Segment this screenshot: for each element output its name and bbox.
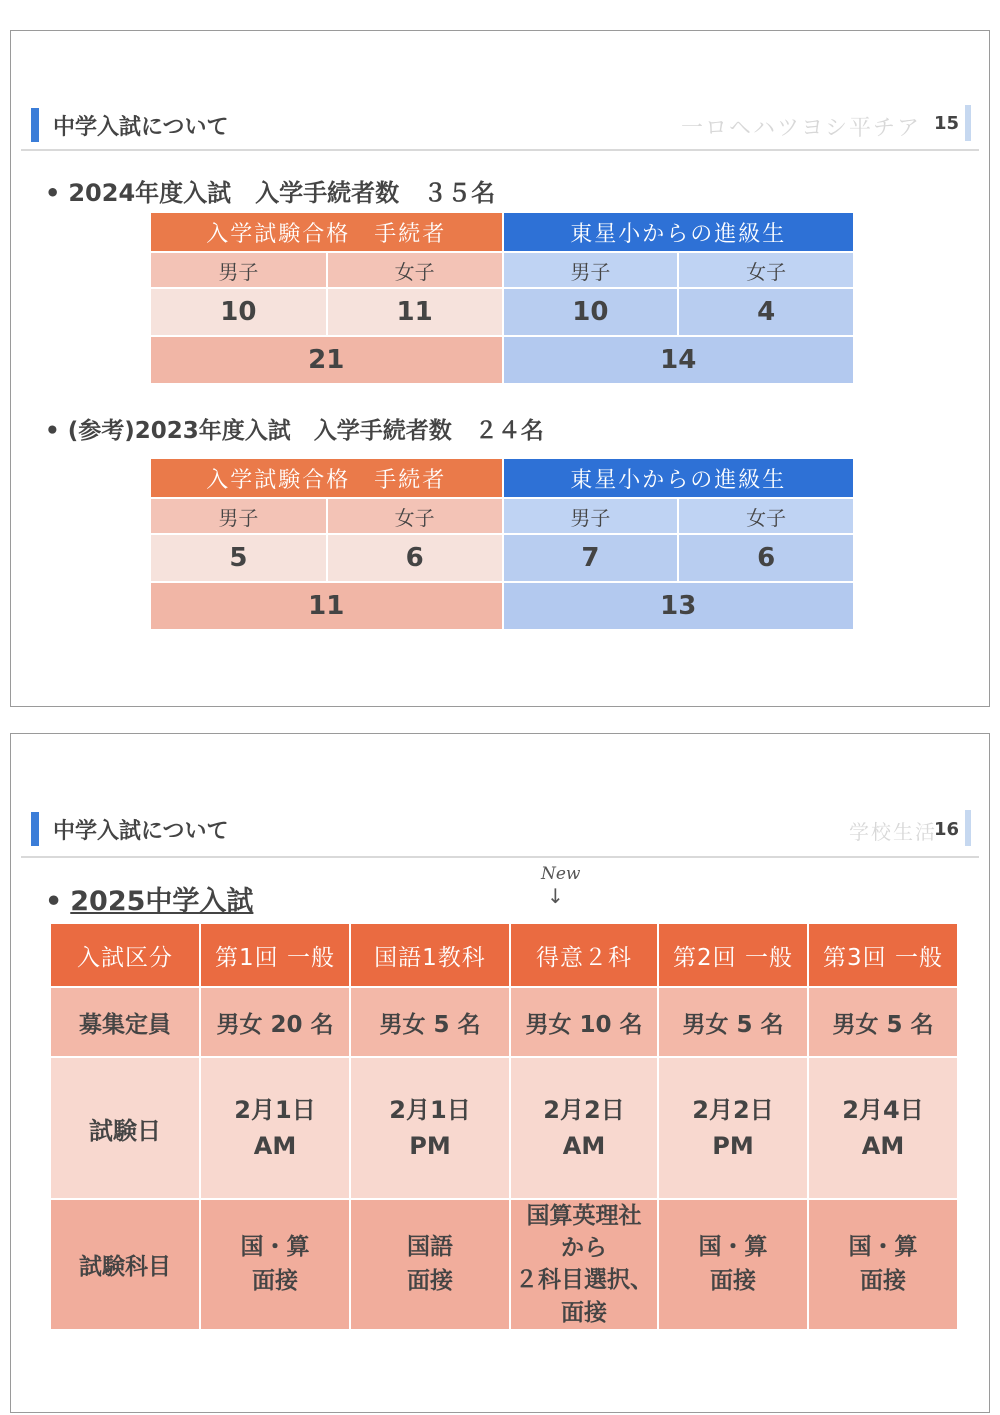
value-cell: 7 [503,534,679,582]
page-number-bar [965,810,971,846]
title-accent-bar [31,108,39,142]
value-cell: 6 [327,534,503,582]
title-divider [21,149,979,151]
row-label-subjects: 試験科目 [50,1199,200,1330]
row-label-capacity: 募集定員 [50,987,200,1057]
total-promotion: 13 [503,582,855,630]
header-exam-pass: 入学試験合格 手続者 [151,459,503,498]
slide-title: 中学入試について [53,114,229,140]
subjects-cell: 国・算 面接 [808,1199,958,1330]
exam-subjects-row [50,1199,958,1330]
title-accent-bar [31,812,39,846]
ghost-bleed-text: 一ロヘハツヨシ平チア [681,116,922,141]
header-promotion: 東星小からの進級生 [503,459,855,498]
value-cell: 4 [678,288,854,336]
value-cell: 10 [503,288,679,336]
sub-header-girls: 女子 [327,252,503,288]
sub-header-boys: 男子 [503,252,679,288]
exam-date-cell: 2月4日 AM [808,1057,958,1199]
value-cell: 6 [678,534,854,582]
total-exam-pass: 21 [151,336,503,384]
page-number: 16 [933,819,959,840]
header-promotion: 東星小からの進級生 [503,213,855,252]
page-number: 15 [933,113,959,134]
exam-date-cell: 2月2日 AM [510,1057,658,1199]
bullet-2023: • (参考)2023年度入試 入学手続者数 ２４名 [45,418,544,444]
header-japanese-only: 国語1教科 [350,923,510,987]
header-round1-general: 第1回 一般 [200,923,350,987]
exam-date-cell: 2月1日 PM [350,1057,510,1199]
capacity-cell: 男女 20 名 [200,987,350,1057]
handwritten-new-note: New [541,864,581,884]
title-divider [21,856,979,858]
sub-header-girls: 女子 [327,498,503,534]
header-two-subjects: 得意２科 [510,923,658,987]
capacity-row [50,987,958,1057]
exam-date-row [50,1057,958,1199]
value-cell: 11 [327,288,503,336]
slide-title: 中学入試について [53,818,229,844]
header-round3-general: 第3回 一般 [808,923,958,987]
row-label-exam-date: 試験日 [50,1057,200,1199]
subjects-cell: 国・算 面接 [658,1199,808,1330]
capacity-cell: 男女 5 名 [350,987,510,1057]
exam-date-cell: 2月1日 AM [200,1057,350,1199]
value-cell: 10 [151,288,327,336]
exam-date-cell: 2月2日 PM [658,1057,808,1199]
enrollment-table-2023 [151,459,855,631]
bullet-2025: • 2025中学入試 [45,886,254,917]
sub-header-boys: 男子 [151,252,327,288]
sub-header-girls: 女子 [678,252,854,288]
header-round2-general: 第2回 一般 [658,923,808,987]
sub-header-boys: 男子 [503,498,679,534]
subjects-cell: 国・算 面接 [200,1199,350,1330]
bullet-2024: • 2024年度入試 入学手続者数 ３５名 [45,179,496,207]
subjects-cell: 国算英理社 から ２科目選択、 面接 [510,1199,658,1330]
subjects-cell: 国語 面接 [350,1199,510,1330]
sub-header-girls: 女子 [678,498,854,534]
capacity-cell: 男女 5 名 [808,987,958,1057]
slide-16 [10,733,990,1413]
sub-header-boys: 男子 [151,498,327,534]
exam-header-row [50,923,958,987]
total-exam-pass: 11 [151,582,503,630]
ghost-bleed-text: 学校生活 [849,820,937,844]
value-cell: 5 [151,534,327,582]
exam-schedule-table [49,922,959,1331]
capacity-cell: 男女 5 名 [658,987,808,1057]
slide-15 [10,30,990,707]
slide-title-block [31,811,229,847]
total-promotion: 14 [503,336,855,384]
page-number-bar [965,105,971,141]
slide-title-block [31,107,229,143]
header-exam-category: 入試区分 [50,923,200,987]
enrollment-table-2024 [151,213,855,385]
down-arrow-icon: ↓ [547,884,564,908]
header-exam-pass: 入学試験合格 手続者 [151,213,503,252]
capacity-cell: 男女 10 名 [510,987,658,1057]
